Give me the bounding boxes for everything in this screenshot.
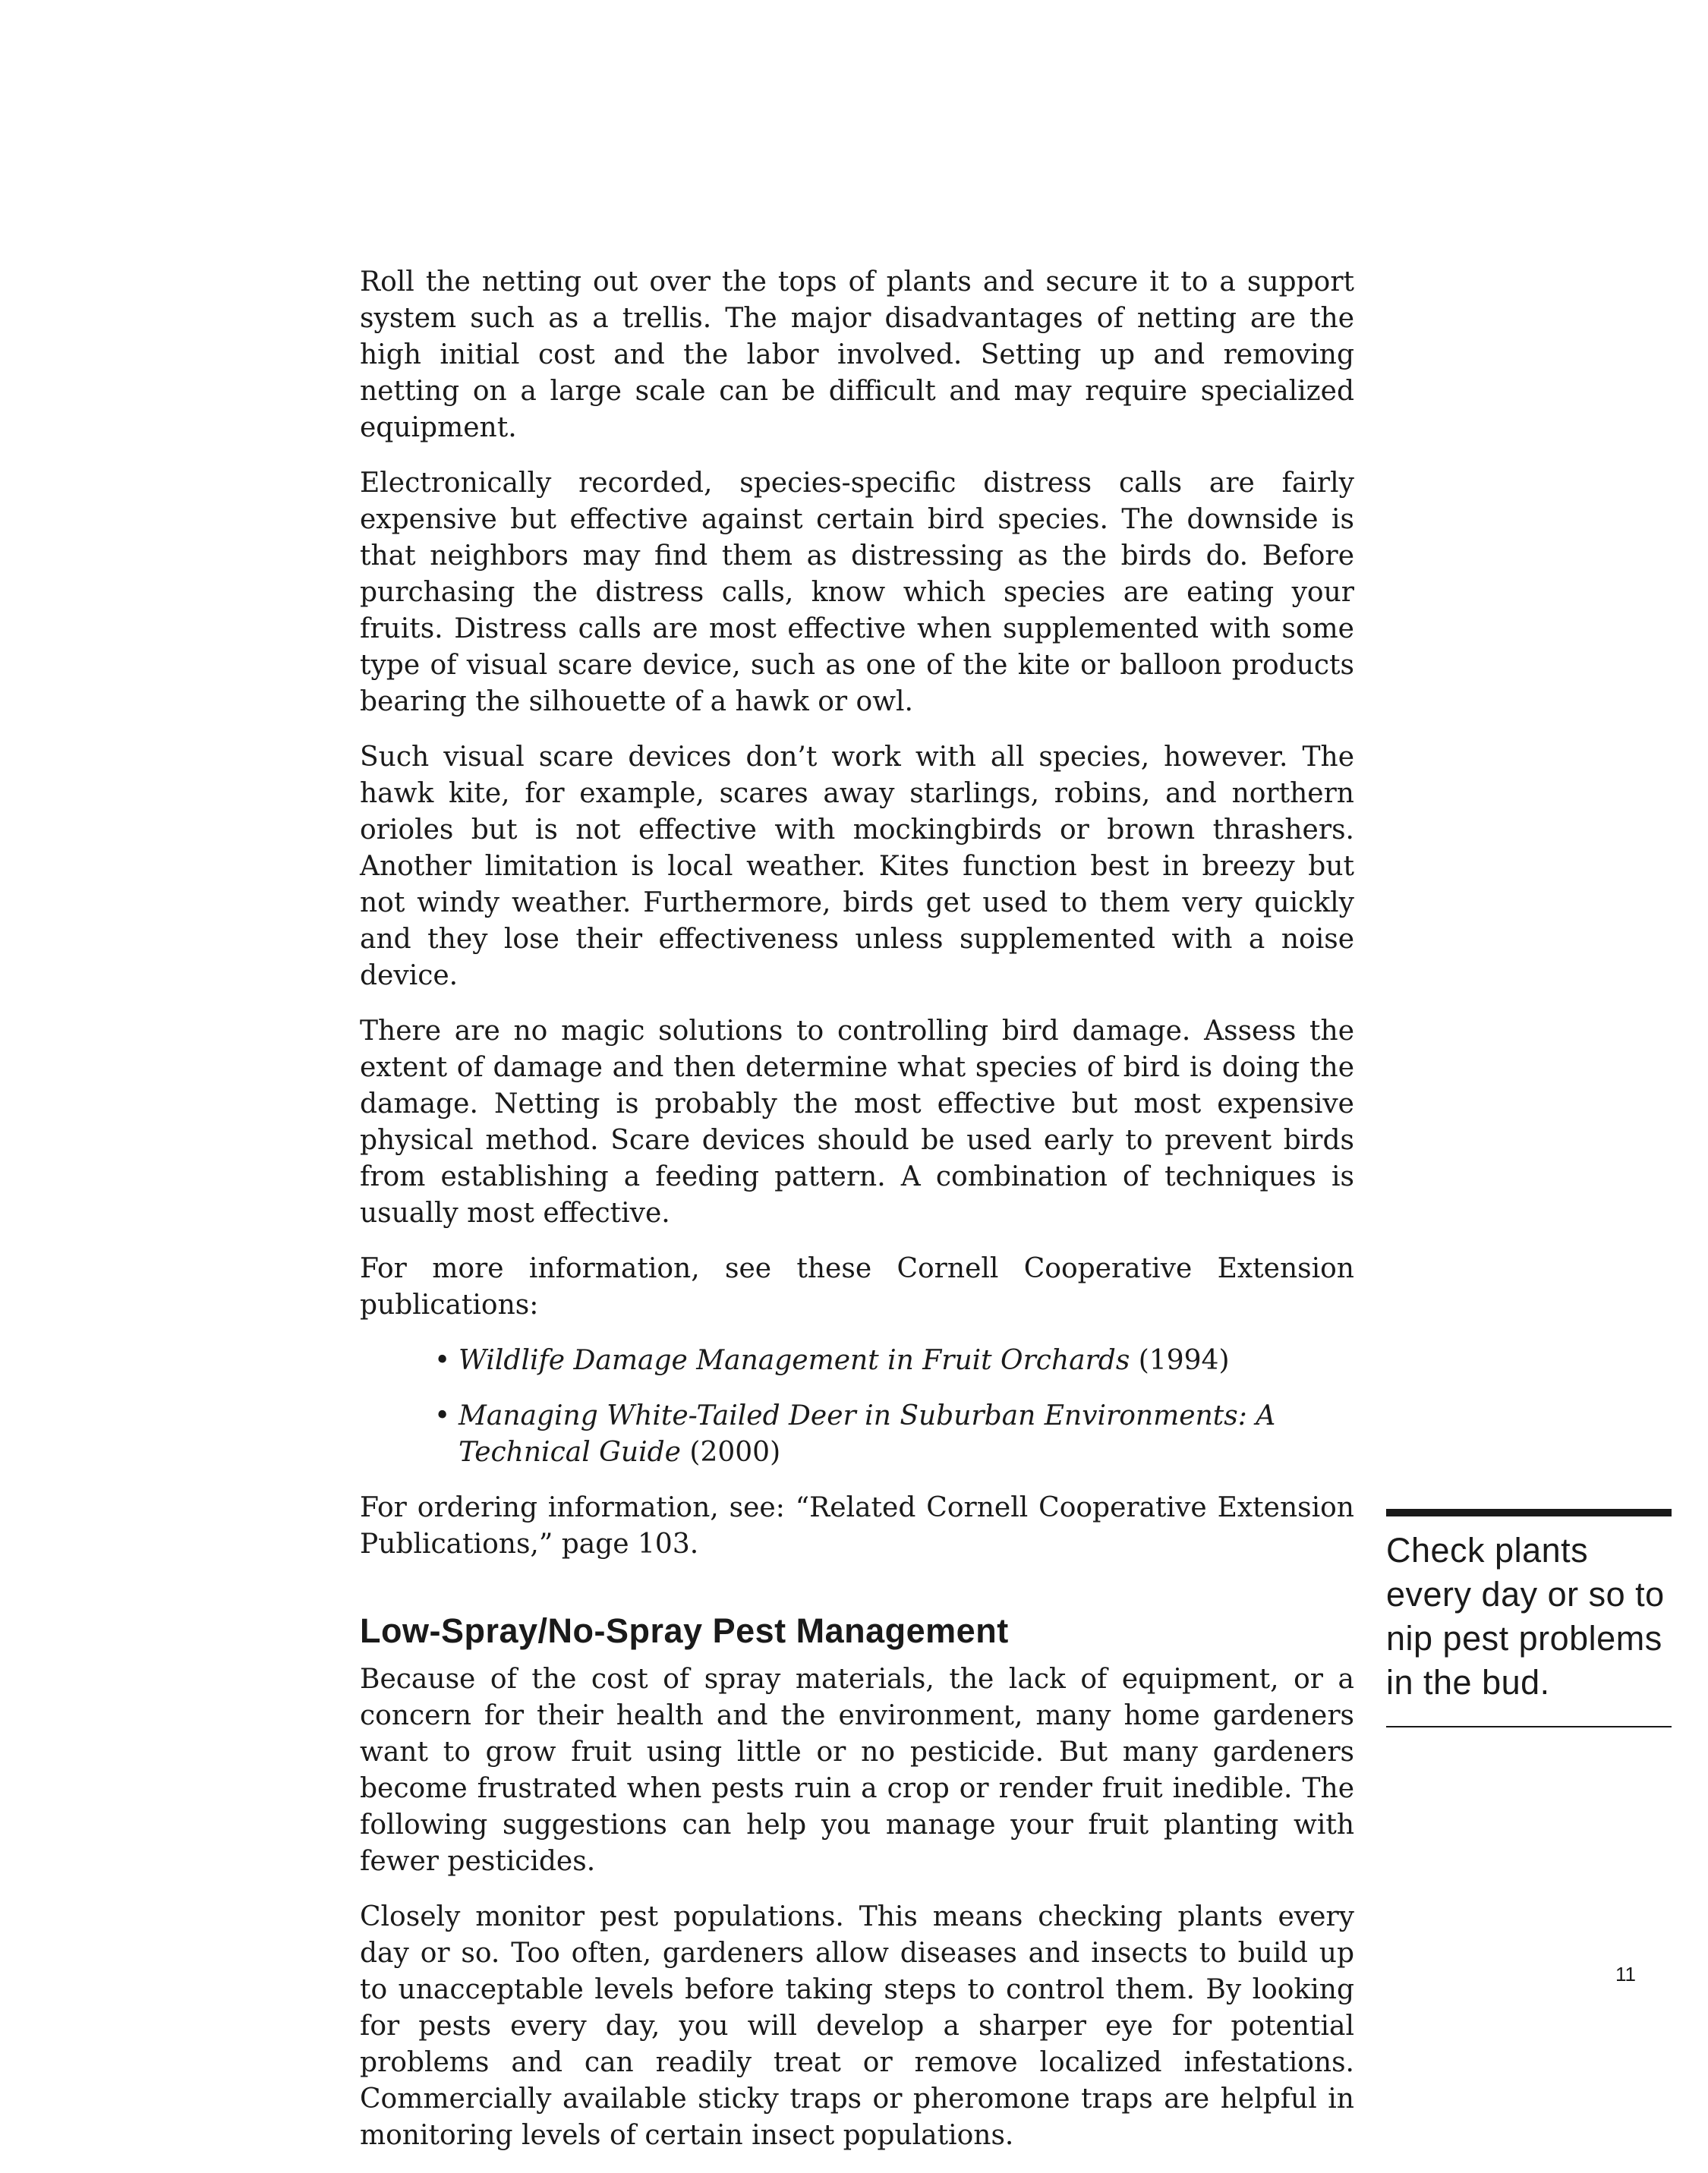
more-information-paragraph: For more information, see these Cornell Cooperative Extension publications: bbox=[360, 1253, 1354, 1321]
publication-year: (2000) bbox=[689, 1437, 781, 1468]
sidebar-pullquote: Check plants every day or so to nip pest problems in the bud. bbox=[1386, 1509, 1672, 1727]
low-spray-intro-paragraph: Because of the cost of spray materials, the lack of equipment, or a concern for their health and the environment, many home gardeners want to grow fruit using little or no pesticide. But many gardeners become frustrated when pests ruin a crop or render fruit inedible. The following suggestions can help you manage your fruit planting with fewer pesticides. bbox=[360, 1664, 1354, 1877]
section-heading: Low-Spray/No-Spray Pest Management bbox=[360, 1611, 1009, 1650]
bird-damage-summary-paragraph: There are no magic solutions to controlling bird damage. Assess the extent of damage and then determine what species of bird is doing the damage. Netting is probably the most effective but most expensive physical method. Scare devices should be used early to prevent birds from establishing a feeding pattern. A combination of techniques is usually most effective. bbox=[360, 1016, 1354, 1229]
publication-item bbox=[459, 1398, 1354, 1471]
ordering-info-paragraph: For ordering information, see: “Related Cornell Cooperative Extension Publications,” page 103. bbox=[360, 1492, 1354, 1560]
distress-calls-paragraph: Electronically recorded, species-specific distress calls are fairly expensive but effective against certain bird species. The downside is that neighbors may find them as distressing as the birds do. Before purchasing the distress calls, know which species are eating your fruits. Distress calls are most effective when supplemented with some type of visual scare device, such as one of the kite or balloon products bearing the silhouette of a hawk or owl. bbox=[360, 468, 1354, 717]
publication-item bbox=[459, 1343, 1354, 1379]
publication-year: (1994) bbox=[1138, 1345, 1230, 1376]
page-number: 11 bbox=[1615, 1963, 1636, 1986]
publication-title: Wildlife Damage Management in Fruit Orchards bbox=[459, 1345, 1130, 1376]
monitor-pests-paragraph: Closely monitor pest populations. This means checking plants every day or so. Too often, gardeners allow diseases and insects to build up to unacceptable levels before taking steps to control them. By looking for pests every day, you will develop a sharper eye for potential problems and can readily treat or remove localized infestations. Commercially available sticky traps or pheromone traps are helpful in monitoring levels of certain insect populations. bbox=[360, 1901, 1354, 2151]
publication-list bbox=[360, 1343, 1354, 1471]
main-text-column bbox=[360, 264, 1354, 2173]
visual-scare-paragraph: Such visual scare devices don’t work with all species, however. The hawk kite, for example, scares away starlings, robins, and northern orioles but is not effective with mockingbirds or brown thrashers. Another limitation is local weather. Kites function best in breezy but not windy weather. Furthermore, birds get used to them very quickly and they lose their effectiveness unless supplemented with a noise device. bbox=[360, 742, 1354, 991]
publication-title: Managing White-Tailed Deer in Suburban Environments: A Technical Guide bbox=[459, 1400, 1276, 1468]
netting-paragraph: Roll the netting out over the tops of plants and secure it to a support system such as a trellis. The major disadvantages of netting are the high initial cost and the labor involved. Setting up and removing netting on a large scale can be difficult and may require specialized equipment. bbox=[360, 266, 1354, 443]
